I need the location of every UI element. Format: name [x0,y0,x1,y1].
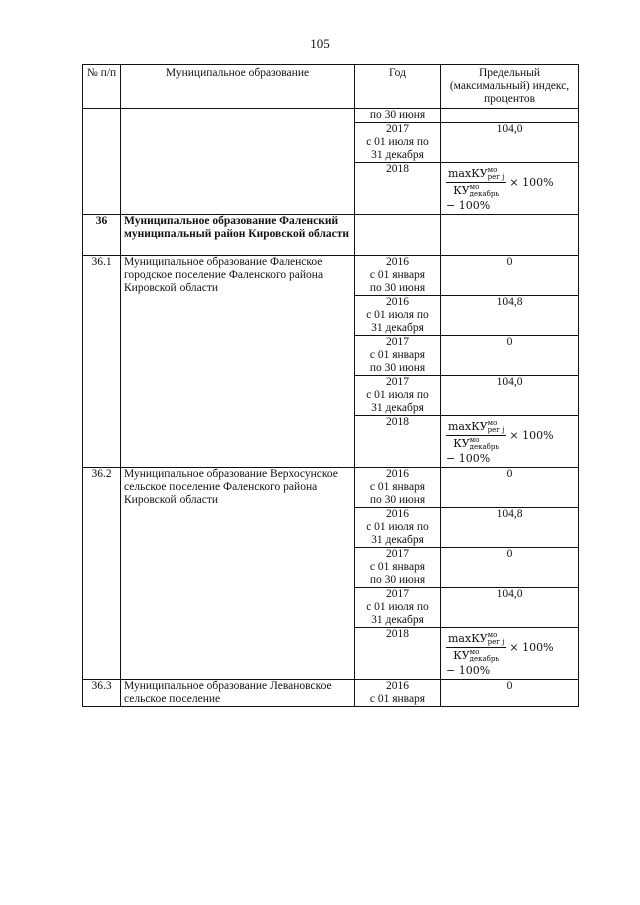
municipality-cell: Муниципальное образование Фаленское городское поселение Фаленского района Кировской области [121,256,355,468]
section-row [83,215,579,256]
index-cell: 104,8 [441,508,579,548]
page-number: 105 [310,36,330,51]
header-year: Год [355,65,441,109]
year-line: с 01 июля по [366,309,429,321]
year-line: с 01 июля по [366,601,429,613]
year-cell [355,256,441,296]
year-line: с 01 января [369,693,426,705]
index-cell: 0 [441,336,579,376]
year-line: 2017 [386,336,409,348]
formula-fraction: maxКУмо рег j КУмо декабрь [448,166,505,198]
year-line: по 30 июня [369,109,426,121]
index-cell [441,109,579,123]
municipality-cell [121,109,355,215]
table-body [83,109,579,707]
year-line: 31 декабря [371,149,424,161]
year-line: 2017 [386,548,409,560]
header-num: № п/п [83,65,121,109]
formula-minus: − 100% [446,199,491,212]
index-cell: 104,0 [441,588,579,628]
table-row [83,680,579,707]
index-cell [441,163,579,215]
table-header-row [83,65,579,109]
index-formula [444,416,575,467]
year-line: 2016 [386,296,409,308]
year-line: 2018 [386,628,409,640]
num-cell: 36.2 [83,468,121,680]
year-cell [355,163,441,215]
year-cell [355,468,441,508]
table-row [83,468,579,508]
table-row [83,256,579,296]
municipality-cell: Муниципальное образование Верхосунское сельское поселение Фаленского района Кировской области [121,468,355,680]
year-cell [355,628,441,680]
year-line: 31 декабря [371,614,424,626]
index-cell: 0 [441,256,579,296]
index-cell: 0 [441,680,579,707]
year-line: 31 декабря [371,534,424,546]
num-cell [83,109,121,215]
index-cell [441,215,579,256]
index-cell: 0 [441,468,579,508]
year-line: 2016 [386,256,409,268]
year-cell [355,376,441,416]
year-line: с 01 июля по [366,521,429,533]
index-formula [444,163,575,214]
year-cell [355,336,441,376]
year-line: 31 декабря [371,322,424,334]
tariff-index-table [82,64,579,707]
year-cell [355,588,441,628]
year-cell [355,296,441,336]
year-line: 2018 [386,416,409,428]
year-cell [355,680,441,707]
header-index: Предельный (максимальный) индекс, процентов [441,65,579,109]
formula-times: × 100% [509,429,554,442]
year-line: 2016 [386,468,409,480]
table-row [83,109,579,123]
formula-times: × 100% [509,641,554,654]
municipality-cell: Муниципальное образование Левановское сельское поселение [121,680,355,707]
year-line: с 01 января [369,269,426,281]
year-line: с 01 июля по [366,389,429,401]
year-cell [355,508,441,548]
year-line: с 01 июля по [366,136,429,148]
section-num: 36 [83,215,121,256]
year-line: 31 декабря [371,402,424,414]
year-cell [355,215,441,256]
index-cell [441,416,579,468]
num-cell: 36.1 [83,256,121,468]
year-line: с 01 января [369,561,426,573]
index-cell: 104,0 [441,376,579,416]
formula-fraction: maxКУмо рег j КУмо декабрь [448,631,505,663]
year-line: по 30 июня [369,282,426,294]
index-cell: 0 [441,548,579,588]
formula-minus: − 100% [446,452,491,465]
year-cell [355,548,441,588]
formula-minus: − 100% [446,664,491,677]
year-line: 2017 [386,123,409,135]
year-line: 2016 [386,508,409,520]
year-line: по 30 июня [369,494,426,506]
year-line: с 01 января [369,481,426,493]
year-line: 2017 [386,588,409,600]
year-line: 2017 [386,376,409,388]
year-line: 2018 [386,163,409,175]
year-line: 2016 [386,680,409,692]
year-cell [355,109,441,123]
formula-times: × 100% [509,176,554,189]
index-formula [444,628,575,679]
year-line: с 01 января [369,349,426,361]
formula-fraction: maxКУмо рег j КУмо декабрь [448,419,505,451]
year-line: по 30 июня [369,574,426,586]
index-cell: 104,0 [441,123,579,163]
section-name: Муниципальное образование Фаленский муниципальный район Кировской области [121,215,355,256]
index-cell [441,628,579,680]
num-cell: 36.3 [83,680,121,707]
year-cell [355,416,441,468]
header-municipality: Муниципальное образование [121,65,355,109]
year-cell [355,123,441,163]
year-line: по 30 июня [369,362,426,374]
index-cell: 104,8 [441,296,579,336]
